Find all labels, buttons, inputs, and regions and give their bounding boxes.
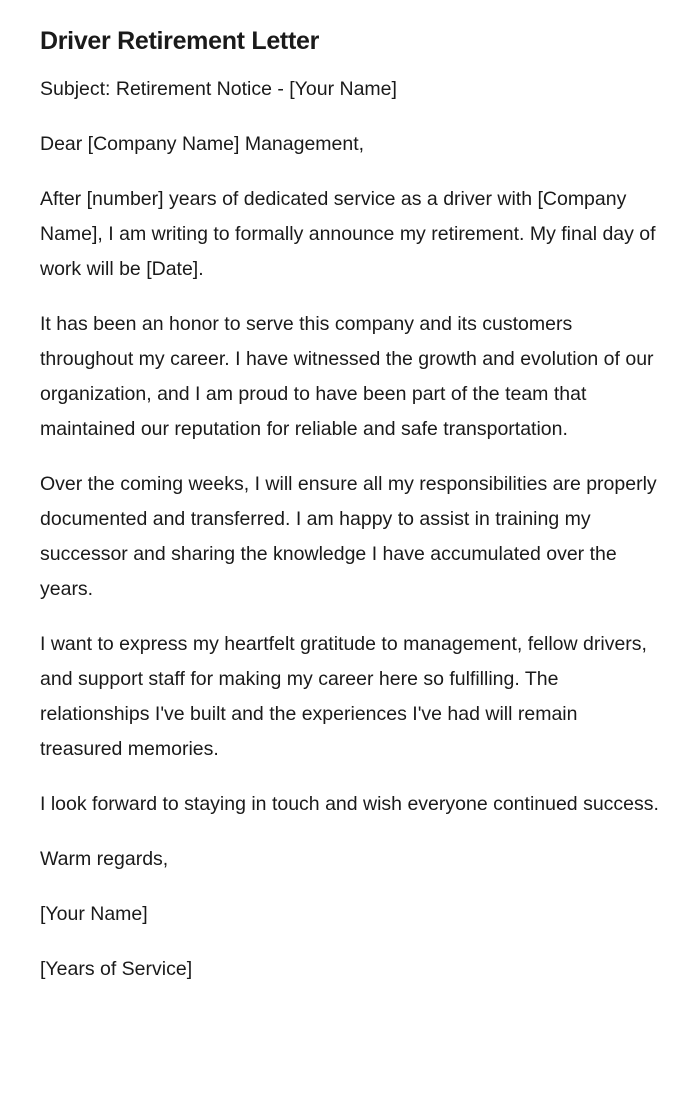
body-paragraph: Over the coming weeks, I will ensure all my responsibilities are properly documented and transferred. I am happy to assist in training my successor and sharing the knowledge I have accumulated over the years. xyxy=(40,473,657,600)
body-paragraph: It has been an honor to serve this company and its customers throughout my career. I have witnessed the growth and evolution of our organization, and I am proud to have been part of the team that maintained our reputation for reliable and safe transportation. xyxy=(40,313,654,440)
closing: Warm regards, xyxy=(40,848,169,870)
salutation: Dear [Company Name] Management, xyxy=(40,133,365,155)
subject-line: Subject: Retirement Notice - [Your Name] xyxy=(40,78,397,100)
signature-name: [Your Name] xyxy=(40,903,148,925)
body-paragraph: I want to express my heartfelt gratitude to management, fellow drivers, and support staff for making my career here so fulfilling. The relationships I've built and the experiences I've had will remain treasured memories. xyxy=(40,633,647,760)
body-paragraph: After [number] years of dedicated service as a driver with [Company Name], I am writing to formally announce my retirement. My final day of work will be [Date]. xyxy=(40,188,656,280)
body-paragraph: I look forward to staying in touch and wish everyone continued success. xyxy=(40,793,659,815)
years-of-service: [Years of Service] xyxy=(40,958,193,980)
letter-title: Driver Retirement Letter xyxy=(40,27,320,55)
